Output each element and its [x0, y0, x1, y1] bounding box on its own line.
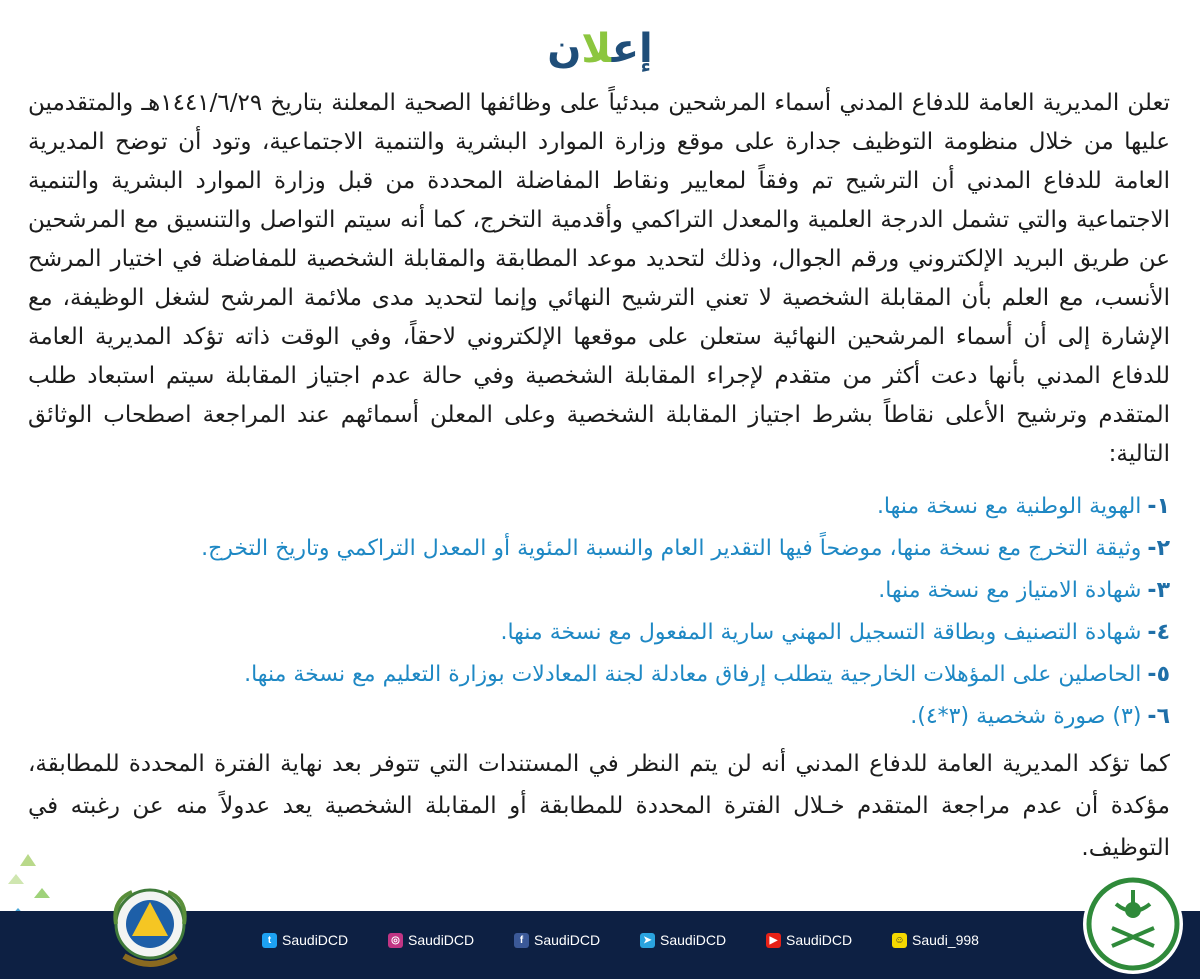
- social-link-youtube[interactable]: [766, 929, 892, 951]
- social-handle: SaudiDCD: [660, 932, 727, 948]
- title-part-3: ن: [547, 26, 582, 72]
- title-part-1: إع: [611, 26, 653, 72]
- youtube-icon: ▶: [766, 933, 781, 948]
- telegram-icon: ➤: [640, 933, 655, 948]
- civil-defense-emblem-icon: [102, 880, 198, 978]
- document-text: الحاصلين على المؤهلات الخارجية يتطلب إرفاق معادلة لجنة المعادلات بوزارة التعليم مع نسخة منها.: [244, 662, 1142, 687]
- social-handle: Saudi_998: [912, 932, 979, 948]
- social-handle: SaudiDCD: [534, 932, 601, 948]
- document-number: ٥-: [1147, 662, 1170, 687]
- required-documents-list: [28, 486, 1170, 738]
- snapchat-icon: ☺: [892, 933, 907, 948]
- social-link-facebook[interactable]: [514, 929, 640, 951]
- social-handle: SaudiDCD: [282, 932, 349, 948]
- document-item: [28, 486, 1170, 528]
- document-item: [28, 528, 1170, 570]
- document-text: شهادة التصنيف وبطاقة التسجيل المهني سارية المفعول مع نسخة منها.: [500, 620, 1142, 645]
- closing-paragraph: كما تؤكد المديرية العامة للدفاع المدني أنه لن يتم النظر في المستندات التي تتوفر بعد نهاية الفترة المحددة للمطابقة، مؤكدة أن عدم مراجعة المتقدم خـلال الفترة المحددة للمطابقة أو المقابلة الشخصية يعد عدولاً منه عن رغبته في التوظيف.: [28, 751, 1170, 861]
- document-number: ٢-: [1147, 536, 1170, 561]
- facebook-icon: f: [514, 933, 529, 948]
- twitter-icon: t: [262, 933, 277, 948]
- document-number: ٣-: [1147, 578, 1170, 603]
- document-number: ١-: [1147, 494, 1170, 519]
- document-text: شهادة الامتياز مع نسخة منها.: [878, 578, 1142, 603]
- document-text: وثيقة التخرج مع نسخة منها، موضحاً فيها التقدير العام والنسبة المئوية أو المعدل التراكمي وتاريخ التخرج.: [201, 536, 1142, 561]
- document-item: [28, 654, 1170, 696]
- social-link-telegram[interactable]: [640, 929, 766, 951]
- ministry-interior-emblem-icon: [1078, 870, 1188, 978]
- document-text: (٣) صورة شخصية (٣*٤).: [910, 704, 1142, 729]
- social-handle: SaudiDCD: [786, 932, 853, 948]
- document-item: [28, 612, 1170, 654]
- social-link-twitter[interactable]: [262, 929, 388, 951]
- social-links: [262, 929, 1018, 951]
- social-link-snapchat[interactable]: [892, 929, 1018, 951]
- document-number: ٤-: [1147, 620, 1170, 645]
- document-text: الهوية الوطنية مع نسخة منها.: [876, 494, 1142, 519]
- instagram-icon: ◎: [388, 933, 403, 948]
- announcement-title: [0, 22, 1200, 76]
- document-item: [28, 570, 1170, 612]
- social-link-instagram[interactable]: [388, 929, 514, 951]
- triangle-deco: [8, 874, 24, 884]
- document-item: [28, 696, 1170, 738]
- main-paragraph: تعلن المديرية العامة للدفاع المدني أسماء المرشحين مبدئياً على وظائفها الصحية المعلنة بتاريخ ١٤٤١/٦/٢٩هـ والمتقدمين عليها من خلال منظومة التوظيف جدارة على موقع وزارة الموارد البشرية والتنمية الاجتماعية، وتود أن توضح المديرية العامة للدفاع المدني أن الترشيح تم وفقاً لمعايير ونقاط المفاضلة المحددة من قبل وزارة الموارد البشرية والتنمية الاجتماعية والتي تشمل الدرجة العلمية والمعدل التراكمي وأقدمية التخرج، كما أنه سيتم التواصل والتنسيق مع المرشحين عن طريق البريد الإلكتروني ورقم الجوال، وذلك لتحديد موعد المطابقة والمقابلة الشخصية للمفاضلة في اختيار المرشح الأنسب، مع العلم بأن المقابلة الشخصية لا تعني الترشيح النهائي وإنما لتحديد مدى ملائمة المرشح لشغل الوظيفة، مع الإشارة إلى أن أسماء المرشحين النهائية ستعلن على موقعها الإلكتروني لاحقاً، وفي الوقت ذاته تؤكد المديرية العامة للدفاع المدني بأنها دعت أكثر من متقدم لإجراء المقابلة الشخصية وفي حالة عدم اجتياز المقابلة سيتم استبعاد طلب المتقدم وترشيح الأعلى نقاطاً بشرط اجتياز المقابلة الشخصية وعلى المعلن أسمائهم عند المراجعة اصطحاب الوثائق التالية:: [28, 90, 1170, 467]
- triangle-deco: [34, 888, 50, 898]
- document-number: ٦-: [1147, 704, 1170, 729]
- title-part-2: لا: [581, 26, 612, 72]
- triangle-deco: [20, 854, 36, 866]
- social-handle: SaudiDCD: [408, 932, 475, 948]
